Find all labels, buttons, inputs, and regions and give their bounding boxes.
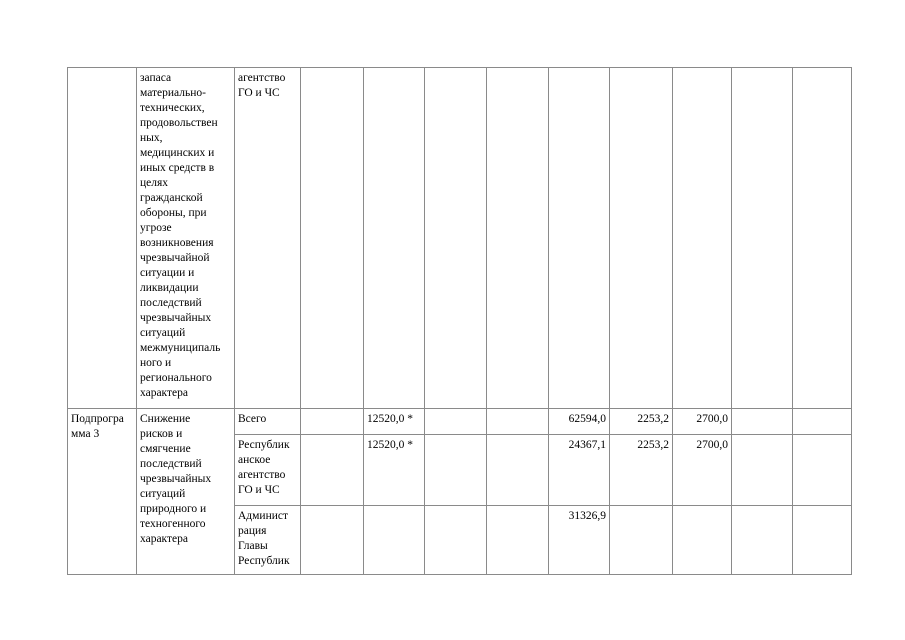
- measure-name-cell: запаса материально- технических, продовольствен ных, медицинских и иных средств в целях гражданской обороны, при угрозе возникновения чрезвычайной ситуации и ликвидации последствий чрезвычайных ситуаций межмуниципаль ного и регионального характера: [137, 68, 235, 409]
- value-cell: 2700,0: [673, 409, 732, 435]
- value-cell: [793, 68, 852, 409]
- program-cell: Подпрогра мма 3: [68, 409, 137, 575]
- budget-table: [67, 67, 852, 575]
- value-cell: [793, 435, 852, 506]
- measure-name-cell: Снижение рисков и смягчение последствий чрезвычайных ситуаций природного и техногенного характера: [137, 409, 235, 575]
- value-cell: [364, 68, 425, 409]
- value-cell: [301, 68, 364, 409]
- value-cell: [487, 409, 549, 435]
- value-cell: [610, 68, 673, 409]
- value-cell: [487, 68, 549, 409]
- value-cell: [732, 68, 793, 409]
- value-cell: 62594,0: [549, 409, 610, 435]
- value-cell: 31326,9: [549, 506, 610, 575]
- value-cell: 24367,1: [549, 435, 610, 506]
- executor-cell: Админист рация Главы Республик: [235, 506, 301, 575]
- value-cell: [364, 506, 425, 575]
- executor-cell: агентство ГО и ЧС: [235, 68, 301, 409]
- value-cell: [732, 409, 793, 435]
- value-cell: 12520,0 *: [364, 435, 425, 506]
- value-cell: 12520,0 *: [364, 409, 425, 435]
- program-cell: [68, 68, 137, 409]
- value-cell: [487, 435, 549, 506]
- value-cell: 2700,0: [673, 435, 732, 506]
- value-cell: [732, 506, 793, 575]
- value-cell: [301, 506, 364, 575]
- value-cell: [425, 68, 487, 409]
- value-cell: [673, 506, 732, 575]
- value-cell: [425, 435, 487, 506]
- value-cell: [673, 68, 732, 409]
- table-row: [68, 68, 852, 409]
- value-cell: [301, 435, 364, 506]
- value-cell: [301, 409, 364, 435]
- value-cell: 2253,2: [610, 409, 673, 435]
- value-cell: [425, 409, 487, 435]
- value-cell: 2253,2: [610, 435, 673, 506]
- value-cell: [793, 506, 852, 575]
- table-row: [68, 409, 852, 435]
- value-cell: [732, 435, 793, 506]
- value-cell: [793, 409, 852, 435]
- executor-cell: Всего: [235, 409, 301, 435]
- value-cell: [549, 68, 610, 409]
- value-cell: [487, 506, 549, 575]
- value-cell: [425, 506, 487, 575]
- value-cell: [610, 506, 673, 575]
- executor-cell: Республик анское агентство ГО и ЧС: [235, 435, 301, 506]
